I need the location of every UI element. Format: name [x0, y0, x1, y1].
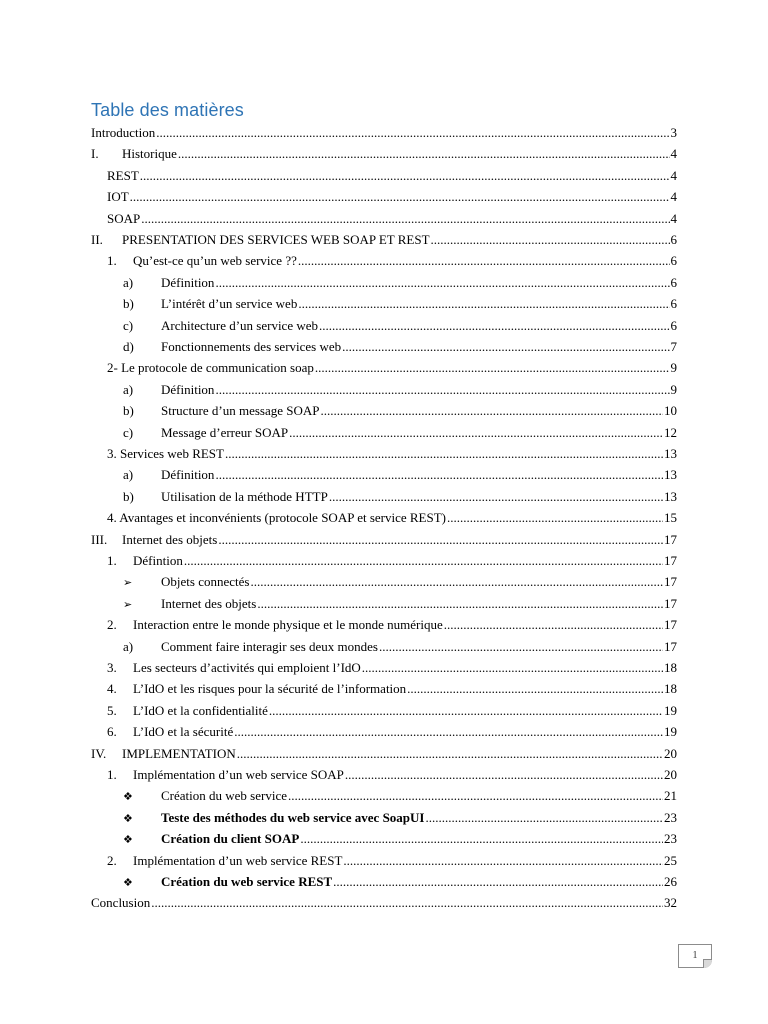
toc-entry[interactable] — [91, 337, 677, 357]
toc-entry-label: 2- Le protocole de communication soap — [107, 360, 314, 376]
toc-entry[interactable] — [91, 679, 677, 699]
toc-entry[interactable] — [91, 829, 677, 849]
toc-entry-number: b) — [123, 488, 134, 504]
toc-entry[interactable] — [91, 230, 677, 250]
toc-entry-label: Implémentation d’un web service SOAP — [133, 767, 344, 782]
toc-entry-label: IMPLEMENTATION — [122, 745, 236, 761]
toc-entry[interactable] — [91, 572, 677, 592]
toc-entry[interactable] — [91, 530, 677, 550]
toc-dot-leader — [215, 273, 669, 293]
toc-dot-leader — [178, 144, 670, 164]
toc-dot-leader — [130, 187, 670, 207]
toc-dot-leader — [215, 380, 669, 400]
toc-entry[interactable] — [91, 444, 677, 464]
toc-entry[interactable] — [91, 316, 677, 336]
toc-dot-leader — [269, 701, 663, 721]
toc-entry-label: L’IdO et les risques pour la sécurité de l’information — [133, 681, 407, 697]
toc-entry[interactable] — [91, 786, 677, 806]
toc-entry-page: 17 — [664, 595, 677, 611]
toc-bullet-icon: ❖ — [123, 811, 133, 825]
toc-entry-page: 6 — [670, 317, 677, 333]
toc-entry-label: Création du client SOAP — [161, 831, 300, 847]
toc-entry-page: 26 — [664, 874, 677, 889]
toc-entry-page: 9 — [670, 381, 677, 397]
toc-entry-page: 13 — [664, 488, 677, 504]
toc-entry-label: Création du web service REST — [161, 874, 333, 889]
toc-entry-label: L’intérêt d’un service web — [161, 296, 298, 312]
toc-bullet-icon: ➢ — [123, 576, 133, 590]
toc-entry-number: I. — [91, 146, 99, 162]
toc-entry-number: b) — [123, 296, 134, 312]
toc-dot-leader — [407, 679, 663, 699]
toc-dot-leader — [319, 316, 669, 336]
toc-bullet-icon: ❖ — [123, 876, 133, 889]
toc-dot-leader — [315, 358, 670, 378]
toc-entry-page: 32 — [664, 895, 677, 911]
toc-dot-leader — [333, 872, 663, 892]
toc-entry-number: a) — [123, 381, 134, 397]
toc-dot-leader — [151, 893, 663, 913]
toc-entry-number: 1. — [107, 253, 117, 269]
toc-entry-number: d) — [123, 339, 134, 354]
toc-entry-page: 18 — [664, 660, 677, 675]
toc-entry-label: Définition — [161, 274, 215, 290]
toc-entry-page: 6 — [670, 232, 677, 247]
toc-entry-page: 15 — [664, 510, 677, 526]
toc-entry-number: 3. — [107, 660, 117, 675]
toc-dot-leader — [342, 337, 669, 357]
toc-entry-page: 17 — [664, 531, 677, 547]
toc-entry[interactable] — [91, 423, 677, 443]
toc-entry-label: 3. Services web REST — [107, 446, 224, 461]
toc-entry-label: REST — [107, 167, 139, 183]
toc-entry-number: II. — [91, 232, 103, 247]
toc-entry[interactable] — [91, 851, 677, 871]
toc-entry[interactable] — [91, 144, 677, 164]
toc-entry-page: 17 — [664, 617, 677, 633]
toc-entry-label: Teste des méthodes du web service avec SoapUI — [161, 809, 425, 825]
toc-entry[interactable] — [91, 872, 677, 892]
toc-dot-leader — [300, 829, 663, 849]
toc-entry-number: 1. — [107, 767, 117, 782]
toc-entry-number: 1. — [107, 553, 117, 568]
toc-entry[interactable] — [91, 893, 677, 913]
toc-entry-label: Défintion — [133, 553, 183, 568]
toc-entry-number: a) — [123, 274, 134, 290]
toc-entry-label: Architecture d’un service web — [161, 317, 319, 333]
toc-entry-number: a) — [123, 467, 134, 483]
toc-entry-page: 10 — [664, 403, 677, 419]
toc-entry-label: L’IdO et la sécurité — [133, 724, 234, 740]
toc-dot-leader — [156, 123, 669, 143]
toc-dot-leader — [444, 615, 663, 635]
toc-dot-leader — [431, 230, 670, 250]
toc-entry-page: 6 — [670, 253, 677, 269]
toc-entry-label: Structure d’un message SOAP — [161, 403, 320, 419]
toc-entry-page: 23 — [664, 809, 677, 825]
toc-dot-leader — [298, 294, 669, 314]
toc-entry[interactable] — [91, 166, 677, 186]
toc-entry-page: 9 — [670, 360, 677, 376]
toc-entry-label: Définition — [161, 467, 215, 483]
toc-bullet-icon: ➢ — [123, 597, 133, 611]
toc-entry[interactable] — [91, 765, 677, 785]
toc-entry-label: Historique — [122, 146, 177, 162]
toc-entry-page: 18 — [664, 681, 677, 697]
toc-entry-number: IV. — [91, 745, 107, 761]
toc-entry-label: Objets connectés — [161, 574, 250, 590]
toc-dot-leader — [234, 722, 663, 742]
toc-entry-label: Définition — [161, 381, 215, 397]
toc-dot-leader — [257, 594, 663, 614]
toc-entry-label: Internet des objets — [122, 531, 218, 547]
toc-entry[interactable] — [91, 487, 677, 507]
toc-entry[interactable] — [91, 508, 677, 528]
toc-dot-leader — [218, 530, 663, 550]
toc-entry-page: 13 — [664, 446, 677, 461]
toc-entry-label: Qu’est-ce qu’un web service ?? — [133, 253, 297, 269]
toc-entry-number: 4. — [107, 681, 117, 697]
toc-entry-page: 4 — [670, 210, 677, 226]
toc-bullet-icon: ❖ — [123, 833, 133, 847]
toc-dot-leader — [379, 637, 663, 657]
toc-entry-label: Création du web service — [161, 788, 287, 804]
toc-dot-leader — [362, 658, 663, 678]
toc-title: Table des matières — [91, 100, 244, 120]
page-number-badge — [678, 944, 712, 968]
toc-entry-label: Fonctionnements des services web — [161, 339, 342, 354]
toc-dot-leader — [321, 401, 663, 421]
toc-entry[interactable] — [91, 187, 677, 207]
toc-entry[interactable] — [91, 123, 677, 143]
toc-entry-label: Introduction — [91, 125, 156, 140]
toc-dot-leader — [425, 808, 663, 828]
toc-entry-page: 6 — [670, 274, 677, 290]
toc-entry-label: PRESENTATION DES SERVICES WEB SOAP ET REST — [122, 232, 430, 247]
toc-entry[interactable] — [91, 294, 677, 314]
toc-entry-number: III. — [91, 531, 108, 547]
toc-entry-page: 25 — [664, 852, 677, 868]
toc-entry-page: 21 — [664, 788, 677, 804]
toc-dot-leader — [298, 251, 670, 271]
toc-dot-leader — [237, 744, 663, 764]
toc-entry-number: b) — [123, 403, 134, 419]
toc-entry-page: 20 — [664, 767, 677, 782]
toc-entry[interactable] — [91, 658, 677, 678]
toc-entry-label: 4. Avantages et inconvénients (protocole SOAP et service REST) — [107, 510, 447, 526]
toc-dot-leader — [140, 166, 670, 186]
toc-entry-number: 5. — [107, 702, 117, 718]
toc-entry-label: Utilisation de la méthode HTTP — [161, 488, 328, 504]
toc-entry[interactable] — [91, 744, 677, 764]
toc-entry-label: SOAP — [107, 210, 141, 226]
page-fold-icon — [703, 959, 712, 968]
toc-dot-leader — [250, 572, 663, 592]
toc-entry-page: 13 — [664, 467, 677, 483]
toc-entry-label: L’IdO et la confidentialité — [133, 702, 268, 718]
toc-entry[interactable] — [91, 808, 677, 828]
toc-entry[interactable] — [91, 273, 677, 293]
toc-entry-page: 19 — [664, 724, 677, 740]
toc-entry[interactable] — [91, 401, 677, 421]
toc-entry-page: 6 — [670, 296, 677, 312]
toc-entry-page: 4 — [670, 146, 677, 162]
toc-entry-label: Implémentation d’un web service REST — [133, 852, 343, 868]
toc-dot-leader — [215, 465, 663, 485]
toc-dot-leader — [289, 423, 663, 443]
toc-entry[interactable] — [91, 594, 677, 614]
toc-entry[interactable] — [91, 251, 677, 271]
toc-entry-number: 2. — [107, 617, 117, 633]
toc-entry-page: 23 — [664, 831, 677, 847]
page-number: 1 — [692, 950, 698, 961]
toc-entry-number: c) — [123, 424, 134, 440]
toc-entry-label: Message d’erreur SOAP — [161, 424, 289, 440]
toc-entry-page: 17 — [664, 574, 677, 590]
toc-entry[interactable] — [91, 722, 677, 742]
toc-dot-leader — [184, 551, 663, 571]
toc-entry-page: 4 — [670, 167, 677, 183]
toc-entry-label: Interaction entre le monde physique et le monde numérique — [133, 617, 443, 633]
toc-entry-label: IOT — [107, 189, 129, 205]
toc-entry-page: 17 — [664, 553, 677, 568]
toc-entry-page: 3 — [670, 125, 677, 140]
toc-entry-label: Comment faire interagir ses deux mondes — [161, 638, 378, 654]
toc-entry[interactable] — [91, 209, 677, 229]
toc-dot-leader — [447, 508, 663, 528]
toc-entry-label: Internet des objets — [161, 595, 257, 611]
toc-entry[interactable] — [91, 701, 677, 721]
toc-entry-page: 17 — [664, 638, 677, 654]
toc-entry[interactable] — [91, 637, 677, 657]
toc-entry[interactable] — [91, 465, 677, 485]
toc-entry-page: 4 — [670, 189, 677, 205]
toc-entry-number: 2. — [107, 852, 117, 868]
toc-entry-number: a) — [123, 638, 134, 654]
toc-entry[interactable] — [91, 615, 677, 635]
toc-entry-page: 12 — [664, 424, 677, 440]
toc-dot-leader — [225, 444, 663, 464]
toc-dot-leader — [141, 209, 669, 229]
toc-entry-page: 19 — [664, 702, 677, 718]
toc-entry-label: Les secteurs d’activités qui emploient l’IdO — [133, 660, 361, 675]
toc-dot-leader — [345, 765, 663, 785]
toc-entry-number: c) — [123, 317, 134, 333]
toc-dot-leader — [343, 851, 663, 871]
toc-dot-leader — [329, 487, 663, 507]
toc-entry[interactable] — [91, 358, 677, 378]
toc-entry-page: 20 — [664, 745, 677, 761]
toc-dot-leader — [288, 786, 663, 806]
toc-entry[interactable] — [91, 551, 677, 571]
toc-entry-number: 6. — [107, 724, 117, 740]
toc-entry-label: Conclusion — [91, 895, 151, 911]
toc-entry[interactable] — [91, 380, 677, 400]
toc-bullet-icon: ❖ — [123, 790, 133, 804]
toc-entry-page: 7 — [670, 339, 677, 354]
